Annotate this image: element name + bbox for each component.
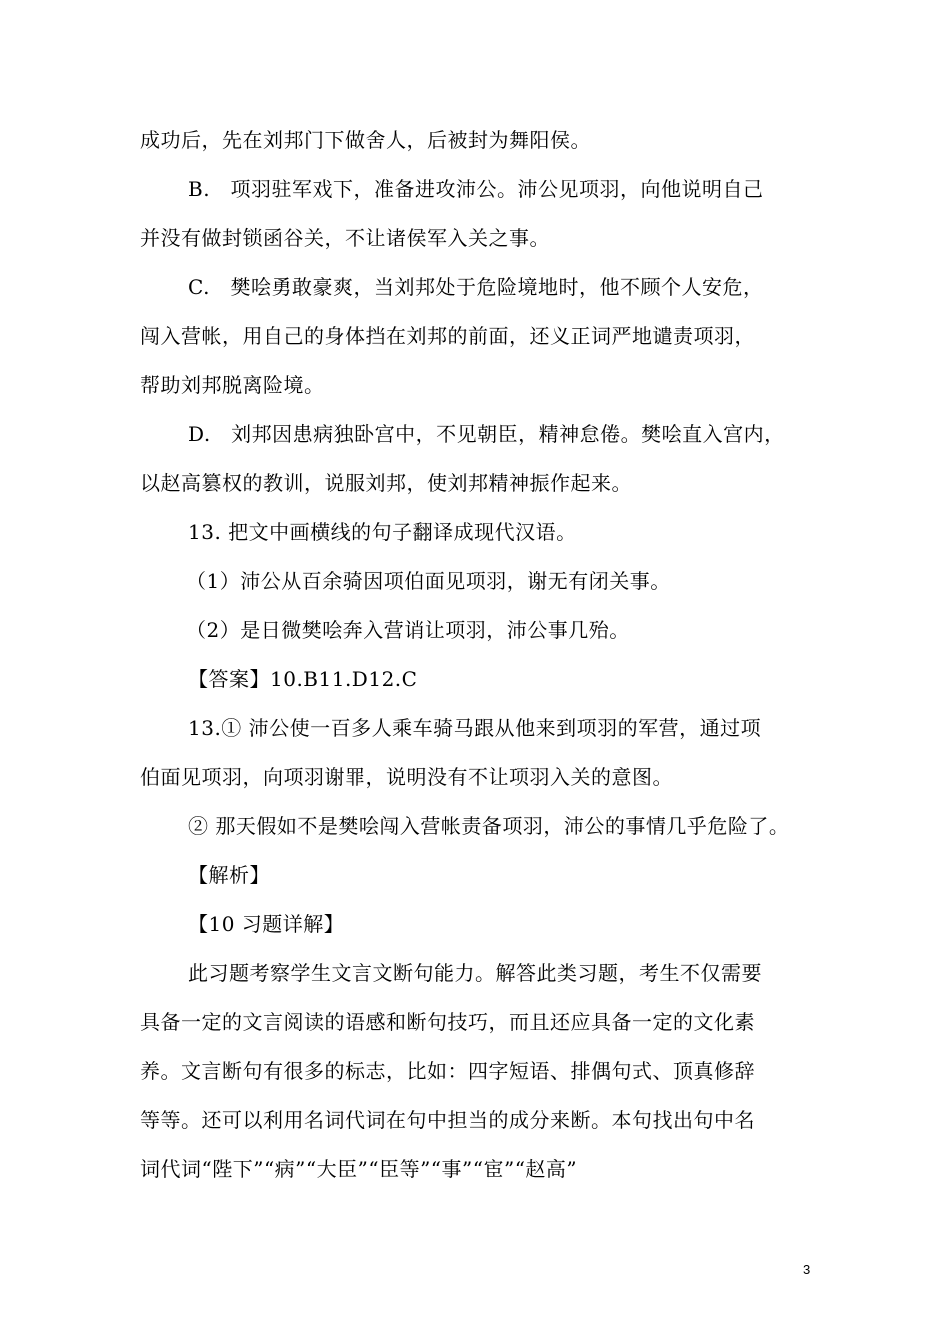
text-line: 闯入营帐，用自己的身体挡在刘邦的前面，还义正词严地谴责项羽，: [140, 324, 755, 348]
text-line: 成功后，先在刘邦门下做舍人，后被封为舞阳侯。: [140, 128, 591, 152]
analysis-heading: 【解析】: [188, 863, 270, 887]
text-line: 帮助刘邦脱离险境。: [140, 373, 325, 397]
explanation-10-heading: 【10 习题详解】: [188, 912, 345, 936]
explanation-paragraph: 此习题考察学生文言文断句能力。解答此类习题，考生不仅需要: [188, 961, 762, 985]
text-line: 具备一定的文言阅读的语感和断句技巧，而且还应具备一定的文化素: [140, 1010, 755, 1034]
text-line: 以赵高篡权的教训，说服刘邦，使刘邦精神振作起来。: [140, 471, 632, 495]
text-line: 等等。还可以利用名词代词在句中担当的成分来断。本句找出句中名: [140, 1108, 755, 1132]
question-13-item-2: （2）是日微樊哙奔入营诮让项羽，沛公事几殆。: [186, 618, 630, 642]
text-line: 词代词“陛下”“病”“大臣”“臣等”“事”“宦”“赵高”: [140, 1157, 578, 1181]
answer-heading: 【答案】10.B11.D12.C: [188, 667, 418, 691]
text-line: 养。文言断句有很多的标志，比如：四字短语、排偶句式、顶真修辞: [140, 1059, 755, 1083]
question-13: 13. 把文中画横线的句子翻译成现代汉语。: [188, 520, 577, 544]
answer-13-part-1: 13.① 沛公使一百多人乘车骑马跟从他来到项羽的军营，通过项: [188, 716, 762, 740]
answer-13-part-2: ② 那天假如不是樊哙闯入营帐责备项羽，沛公的事情几乎危险了。: [188, 814, 790, 838]
page-number: 3: [803, 1262, 811, 1277]
option-b-line: B. 项羽驻军戏下，准备进攻沛公。沛公见项羽，向他说明自己: [188, 177, 764, 201]
text-line: 伯面见项羽，向项羽谢罪，说明没有不让项羽入关的意图。: [140, 765, 673, 789]
option-d-line: D. 刘邦因患病独卧宫中，不见朝臣，精神怠倦。樊哙直入宫内，: [188, 422, 785, 446]
option-c-line: C. 樊哙勇敢豪爽，当刘邦处于危险境地时，他不顾个人安危，: [188, 275, 764, 299]
question-13-item-1: （1）沛公从百余骑因项伯面见项羽，谢无有闭关事。: [186, 569, 671, 593]
text-line: 并没有做封锁函谷关，不让诸侯军入关之事。: [140, 226, 550, 250]
